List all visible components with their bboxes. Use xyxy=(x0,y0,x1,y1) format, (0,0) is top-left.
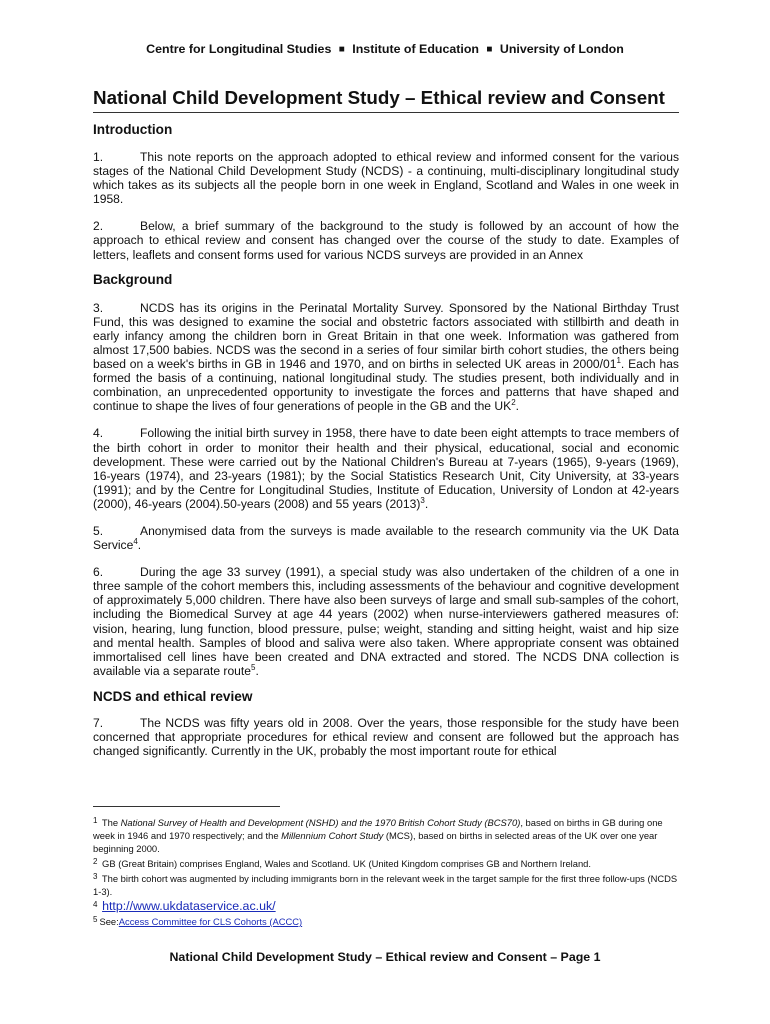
footnote-mark: 4 xyxy=(93,900,98,909)
footnotes xyxy=(93,814,679,928)
paragraph-number: 5. xyxy=(93,523,104,538)
paragraph-number: 3. xyxy=(93,300,104,315)
footnote-text: GB (Great Britain) comprises England, Wales and Scotland. UK (United Kingdom comprises GB and Northern Ireland. xyxy=(99,858,591,869)
ukdataservice-link[interactable]: http://www.ukdataservice.ac.uk/ xyxy=(102,899,276,913)
footnote-1 xyxy=(93,814,679,855)
paragraph-5 xyxy=(93,524,679,552)
paragraph-3 xyxy=(93,301,679,414)
paragraph-text: Anonymised data from the surveys is made available to the research community via the UK Data Service xyxy=(93,523,679,553)
paragraph-text: Following the initial birth survey in 1958, there have to date been eight attempts to trace members of the birth cohort in order to monitor their health and their physical, educational, social and economic development. These were carried out by the National Children's Bureau at 7-years (1965), 9-years (1969), 16-years (1974), and 23-years (1981); by the Social Statistics Research Unit, City University, at 33-years (1991); and by the Centre for Longitudinal Studies, Institute of Education, University of London at 42-years (2000), 46-years (2004).50-years (2008) and 55 years (2013) xyxy=(93,426,679,511)
paragraph-text: Below, a brief summary of the background to the study is followed by an account of how the approach to ethical review and consent has changed over the course of the study to date. Examples of letters, leaflets and consent forms used for various NCDS surveys are provided in an Annex xyxy=(93,219,679,262)
paragraph-7 xyxy=(93,716,679,758)
page-footer: National Child Development Study – Ethical review and Consent – Page 1 xyxy=(169,950,601,964)
footnote-divider xyxy=(93,806,280,807)
paragraph-text: . Each has formed the basis of a continuing, national longitudinal study. The studies present, both individually and in combination, an unprecedented opportunity to investigate the forces and patterns that have shaped and continue to shape the lives of four generations of people in the GB and the UK xyxy=(93,357,679,414)
paragraph-text: . xyxy=(255,663,259,678)
paragraph-text: . xyxy=(137,538,142,553)
footnote-text: See: xyxy=(99,916,119,927)
section-heading-ethical-review: NCDS and ethical review xyxy=(93,688,253,704)
footnote-2 xyxy=(93,855,679,870)
page-header xyxy=(0,42,770,56)
footnote-italic-text: National Survey of Health and Development (NSHD) and the 1970 British Cohort Study (BCS70) xyxy=(120,817,521,828)
paragraph-2 xyxy=(93,219,679,261)
paragraph-number: 7. xyxy=(93,715,104,730)
header-org-ioe: Institute of Education xyxy=(352,42,479,56)
footnote-ref-5[interactable]: 5 xyxy=(251,662,256,672)
header-org-cls: Centre for Longitudinal Studies xyxy=(146,42,332,56)
footnote-text: (MCS), based on births in selected areas of the UK over one year beginning 2000. xyxy=(93,830,658,854)
accc-link[interactable]: Access Committee for CLS Cohorts (ACCC) xyxy=(118,916,303,927)
footnote-mark: 1 xyxy=(93,816,98,825)
paragraph-text: During the age 33 survey (1991), a special study was also undertaken of the children of a one in three sample of the cohort members this, including assessments of the behaviour and cognitive development of approximately 5,000 children. There have also been surveys of large and small sub-samples of the cohort, including the Biomedical Survey at age 44 years (2002) when nurse-interviewers gathered measures of: vision, hearing, lung function, blood pressure, pulse; weight, standing and sitting height, waist and hip size and mental health. Samples of blood and saliva were also taken. Where appropriate consent was obtained immortalised cell lines have been created and DNA extracted and stored. The NCDS DNA collection is available via a separate route xyxy=(93,565,679,678)
footnote-4 xyxy=(93,898,679,913)
paragraph-text: NCDS has its origins in the Perinatal Mortality Survey. Sponsored by the National Birthday Trust Fund, this was designed to examine the social and obstetric factors associated with stillbirth and death in early infancy among the children born in Great Britain in that one week. Information was gathered from almost 17,500 babies. NCDS was the second in a series of four similar birth cohort studies, the others being based on a week's births in GB in 1946 and 1970, and on births in selected UK areas in 2000/01 xyxy=(93,300,679,372)
paragraph-number: 6. xyxy=(93,565,104,580)
footnote-mark: 2 xyxy=(93,857,98,866)
paragraph-number: 1. xyxy=(93,150,104,164)
document-title: National Child Development Study – Ethical review and Consent xyxy=(93,87,679,113)
header-org-uol: University of London xyxy=(499,42,624,56)
paragraph-number: 4. xyxy=(93,426,104,441)
section-heading-introduction: Introduction xyxy=(93,122,173,137)
footnote-ref-3[interactable]: 3 xyxy=(420,495,425,505)
footnote-italic-text: Millennium Cohort Study xyxy=(281,830,384,841)
footnote-text: , based on births in GB during one week in 1946 and 1970 respectively; and the xyxy=(93,817,663,841)
section-heading-background: Background xyxy=(93,271,173,287)
footnote-ref-2[interactable]: 2 xyxy=(511,398,516,408)
footnote-ref-1[interactable]: 1 xyxy=(616,356,621,365)
document-body xyxy=(93,121,679,758)
paragraph-1 xyxy=(93,150,679,206)
header-separator: ■ xyxy=(338,44,345,55)
footnote-ref-4[interactable]: 4 xyxy=(133,537,138,547)
footnote-5 xyxy=(93,913,679,928)
paragraph-number: 2. xyxy=(93,219,104,234)
footnote-mark: 3 xyxy=(93,872,98,881)
header-separator: ■ xyxy=(486,44,493,55)
footnote-3 xyxy=(93,870,679,898)
paragraph-4 xyxy=(93,426,679,511)
paragraph-text: This note reports on the approach adopted to ethical review and informed consent for the various stages of the National Child Development Study (NCDS) - a continuing, multi-disciplinary longitudinal study which takes as its subjects all the people born in one week in England, Scotland and Wales in one week in 1958. xyxy=(93,150,679,207)
paragraph-text: . xyxy=(424,496,429,511)
paragraph-6 xyxy=(93,565,679,678)
footnote-text: The birth cohort was augmented by including immigrants born in the relevant week in the target sample for the first three follow-ups (NCDS 1-3). xyxy=(93,873,678,897)
footnote-text: The xyxy=(99,817,121,828)
paragraph-text: . xyxy=(515,399,520,414)
paragraph-text: The NCDS was fifty years old in 2008. Over the years, those responsible for the study have been concerned that appropriate procedures for ethical review and consent are followed but the approach has changed significantly. Currently in the UK, probably the most important route for ethical xyxy=(93,715,679,759)
footnote-mark: 5 xyxy=(93,915,98,924)
